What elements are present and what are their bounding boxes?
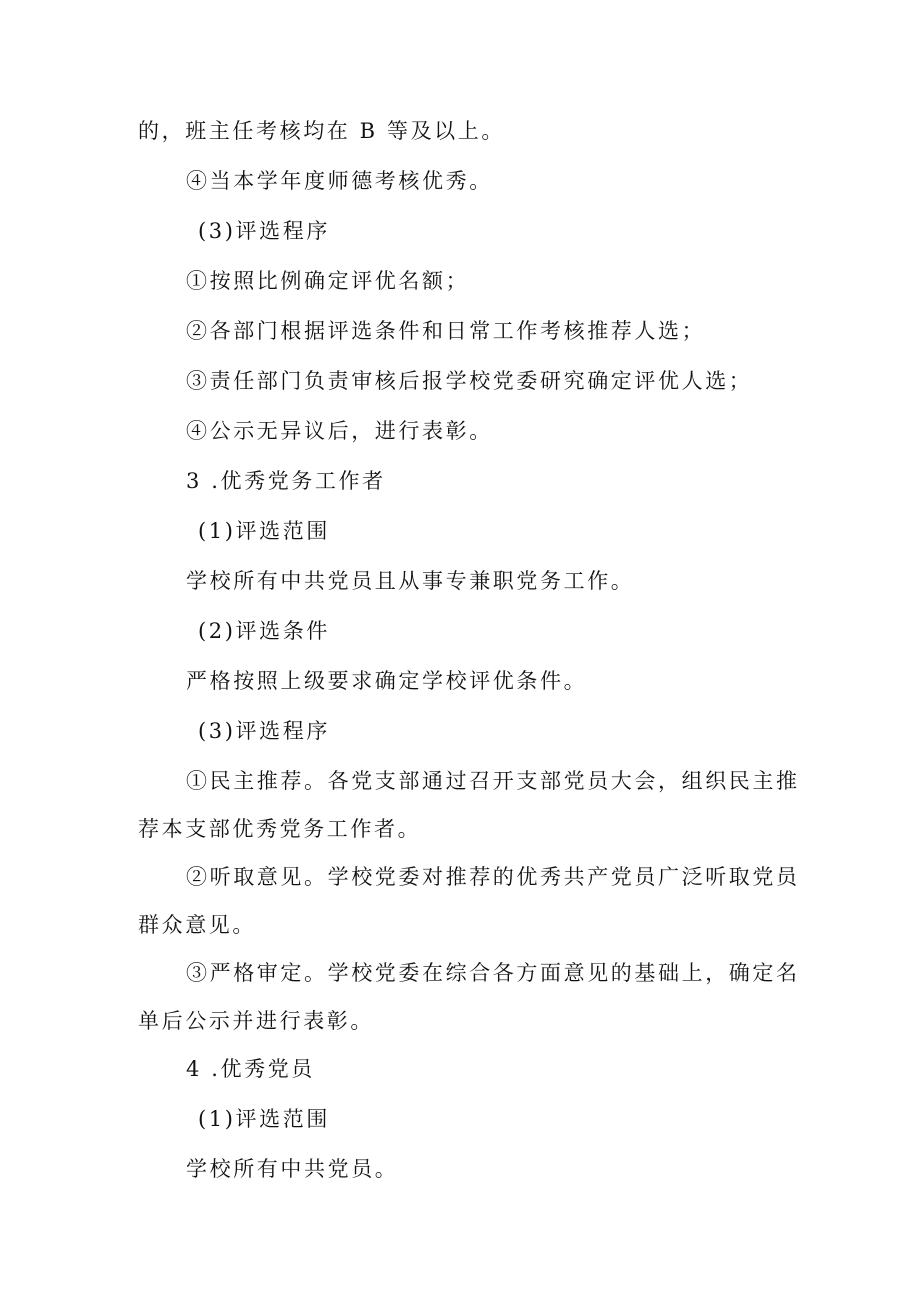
paragraph-line: 学校所有中共党员。 xyxy=(186,1157,399,1181)
paragraph-line: 学校所有中共党员且从事专兼职党务工作。 xyxy=(186,569,635,593)
list-item: ②各部门根据评选条件和日常工作考核推荐人选； xyxy=(186,319,706,343)
document-body xyxy=(138,106,800,1194)
subsection-heading: (2)评选条件 xyxy=(198,619,330,643)
paragraph-line: 群众意见。 xyxy=(138,913,256,937)
list-item: ①民主推荐。各党支部通过召开支部党员大会，组织民主推 xyxy=(186,769,800,793)
paragraph-line: 的，班主任考核均在 B 等及以上。 xyxy=(138,119,505,143)
subsection-heading: (1)评选范围 xyxy=(198,519,330,543)
section-heading: 4 .优秀党员 xyxy=(186,1057,315,1081)
paragraph-line: 严格按照上级要求确定学校评优条件。 xyxy=(186,669,588,693)
subsection-heading: (3)评选程序 xyxy=(198,219,330,243)
paragraph-line: 荐本支部优秀党务工作者。 xyxy=(138,817,422,841)
list-item: ①按照比例确定评优名额； xyxy=(186,269,470,293)
list-item: ④公示无异议后，进行表彰。 xyxy=(186,419,493,443)
subsection-heading: (1)评选范围 xyxy=(198,1107,330,1131)
list-item: ②听取意见。学校党委对推荐的优秀共产党员广泛听取党员 xyxy=(186,865,800,889)
paragraph-line: 单后公示并进行表彰。 xyxy=(138,1009,374,1033)
section-heading: 3 .优秀党务工作者 xyxy=(186,469,386,493)
list-item: ③责任部门负责审核后报学校党委研究确定评优人选； xyxy=(186,369,753,393)
subsection-heading: (3)评选程序 xyxy=(198,719,330,743)
list-item: ④当本学年度师德考核优秀。 xyxy=(186,169,493,193)
list-item: ③严格审定。学校党委在综合各方面意见的基础上，确定名 xyxy=(186,961,800,985)
